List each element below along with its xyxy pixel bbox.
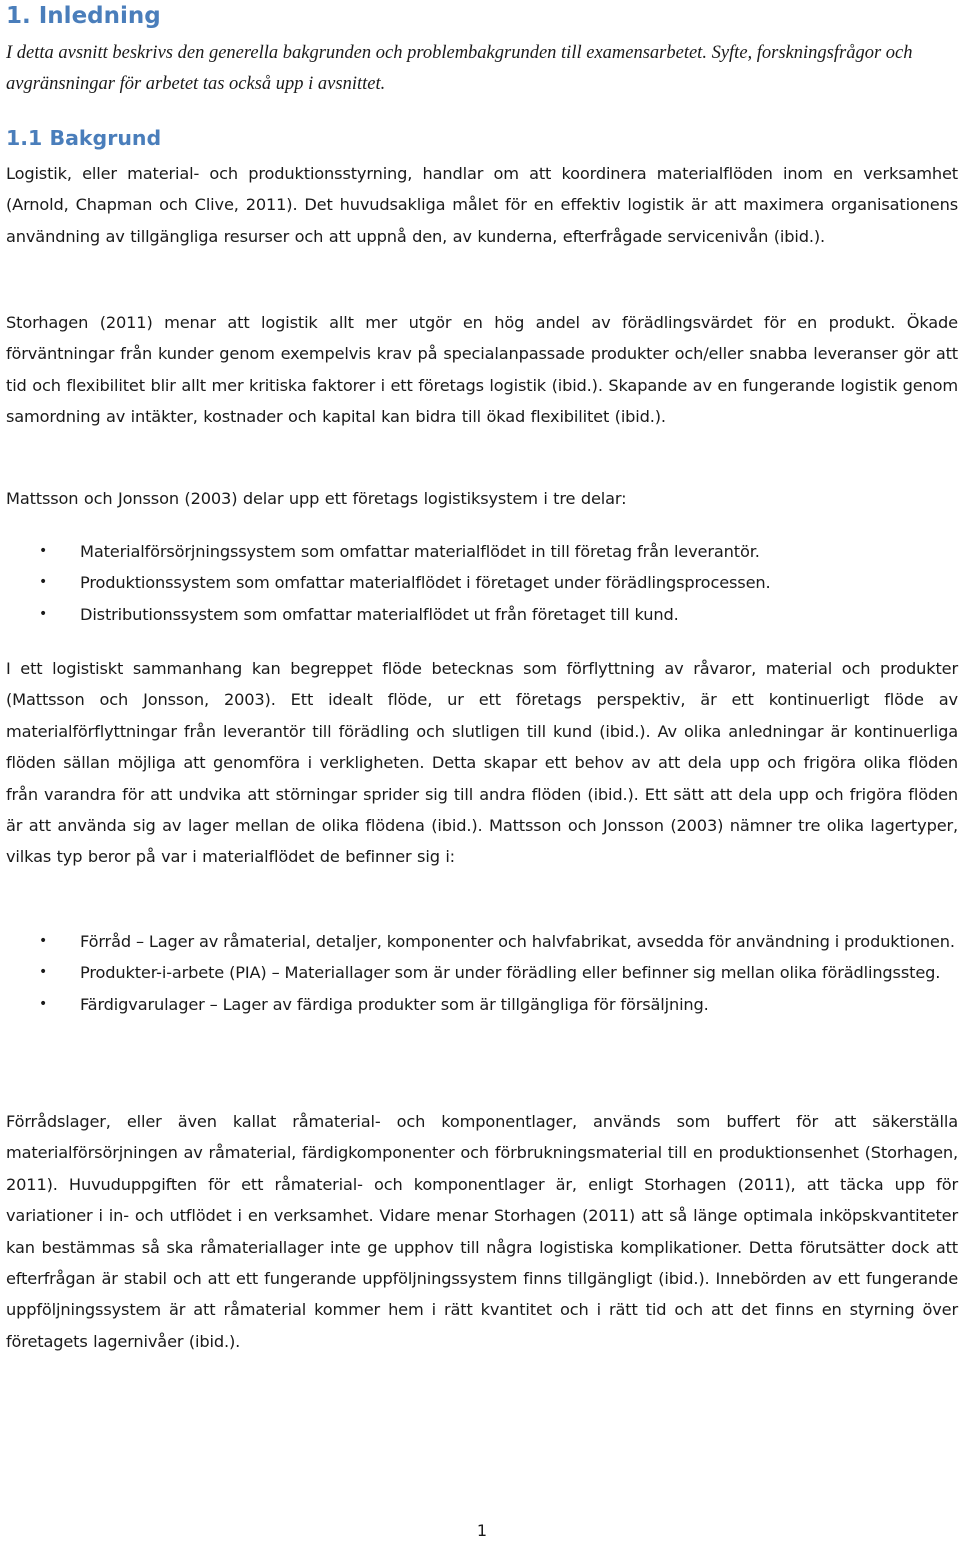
- list-item: [6, 989, 958, 1020]
- list-item: [6, 567, 958, 598]
- list-item: [6, 957, 958, 988]
- page-number: 1: [476, 1521, 488, 1540]
- logistics-systems-list: [6, 536, 958, 630]
- list-item: [6, 599, 958, 630]
- chapter-intro: I detta avsnitt beskrivs den generella bakgrunden och problembakgrunden till examensarbetet. Syfte, forskningsfrågor och avgränsningar för arbetet tas också upp i avsnittet.: [6, 43, 913, 94]
- bullet-icon: •: [39, 605, 48, 622]
- section-heading: 1.1 Bakgrund: [6, 126, 162, 150]
- list-item-text: Färdigvarulager – Lager av färdiga produkter som är tillgängliga för försäljning.: [80, 994, 709, 1014]
- bullet-icon: •: [39, 574, 48, 591]
- list-item-text: Distributionssystem som omfattar materialflödet ut från företaget till kund.: [80, 604, 679, 624]
- bullet-icon: •: [39, 995, 48, 1012]
- list-item-text: Produktionssystem som omfattar materialflödet i företaget under förädlingsprocessen.: [80, 573, 771, 593]
- bullet-icon: •: [39, 964, 48, 981]
- paragraph-flow-concept: I ett logistiskt sammanhang kan begreppet flöde betecknas som förflyttning av råvaror, material och produkter (Mattsson och Jonsson, 2003). Ett idealt flöde, ur ett företags perspektiv, är ett kontinuerligt flöde av materialförflyttningar från leverantör till förädling och slutligen till kund (ibid.). Av olika anledningar är kontinuerliga flöden sällan möjliga att genomföra i verkligheten. Detta skapar ett behov av att dela upp och frigöra olika flöden från varandra för att undvika att störningar sprider sig till andra flöden (ibid.). Ett sätt att dela upp och frigöra flöden är att använda sig av lager mellan de olika flödena (ibid.). Mattsson och Jonsson (2003) nämner tre olika lagertyper, vilkas typ beror på var i materialflödet de befinner sig i:: [6, 659, 958, 867]
- list-item-text: Materialförsörjningssystem som omfattar materialflödet in till företag från leverantör.: [80, 542, 760, 561]
- bullet-icon: •: [39, 933, 48, 949]
- bullet-icon: •: [39, 543, 48, 559]
- list-item: [6, 926, 958, 957]
- paragraph-storhagen: Storhagen (2011) menar att logistik allt mer utgör en hög andel av förädlingsvärdet för en produkt. Ökade förväntningar från kunder genom exempelvis krav på specialanpassade produkter och/eller snabba leveranser gör att tid och flexibilitet blir allt mer kritiska faktorer i ett företags logistik (ibid.). Skapande av en fungerande logistik genom samordning av intäkter, kostnader och kapital kan bidra till ökad flexibilitet (ibid.).: [6, 313, 958, 427]
- list-item-text: Förråd – Lager av råmaterial, detaljer, komponenter och halvfabrikat, avsedda för användning i produktionen.: [80, 932, 955, 951]
- chapter-heading: 1. Inledning: [6, 3, 161, 29]
- paragraph-logistics-definition: Logistik, eller material- och produktionsstyrning, handlar om att koordinera materialflöden inom en verksamhet (Arnold, Chapman och Clive, 2011). Det huvudsakliga målet för en effektiv logistik är att maximera organisationens användning av tillgängliga resurser och att uppnå den, av kunderna, efterfrågade servicenivån (ibid.).: [6, 164, 958, 246]
- list-item-text: Produkter-i-arbete (PIA) – Materiallager som är under förädling eller befinner sig mellan olika förädlingssteg.: [80, 963, 941, 983]
- storage-types-list: [6, 926, 958, 1020]
- paragraph-raw-material-storage: Förrådslager, eller även kallat råmaterial- och komponentlager, används som buffert för att säkerställa materialförsörjningen av råmaterial, färdigkomponenter och förbrukningsmaterial till en produktionsenhet (Storhagen, 2011). Huvuduppgiften för ett råmaterial- och komponentlager är, enligt Storhagen (2011), att täcka upp för variationer i in- och utflödet i en verksamhet. Vidare menar Storhagen (2011) att så länge optimala inköpskvantiteter kan bestämmas så ska råmateriallager inte ge upphov till några logistiska komplikationer. Detta förutsätter dock att efterfrågan är stabil och att ett fungerande uppföljningssystem finns tillgängligt (ibid.). Innebörden av ett fungerande uppföljningssystem är att råmaterial kommer hem i rätt kvantitet och i rätt tid och att det finns en styrning över företagets lagernivåer (ibid.).: [6, 1112, 958, 1351]
- list-item: [6, 536, 958, 567]
- paragraph-logistics-systems-intro: Mattsson och Jonsson (2003) delar upp ett företags logistiksystem i tre delar:: [6, 489, 627, 508]
